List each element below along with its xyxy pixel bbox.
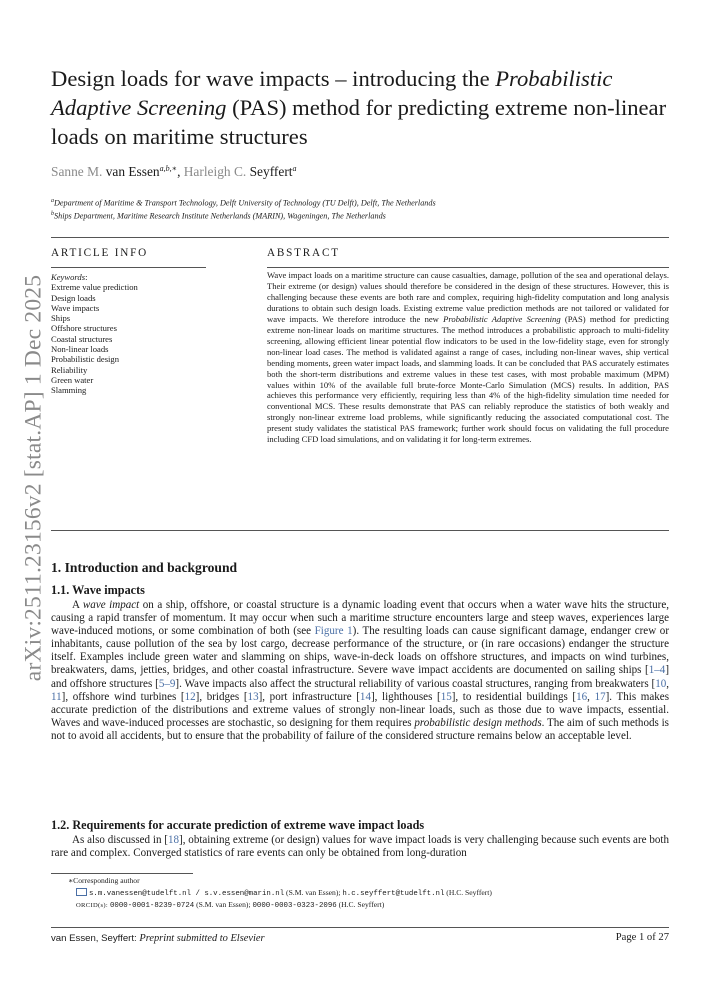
- affiliation-mark: a: [51, 198, 54, 204]
- body-text: ,: [666, 677, 669, 690]
- body-text: on a ship, offshore, or coastal structure is a dynamic loading event that occurs when a water wave hits the structure, causing a rapid transfer of momentum. It may occur when such a maritime structure encounters large and steep waves, experiences large wave-induced motions, or some combination of both (see: [51, 599, 669, 638]
- keyword: Non-linear loads: [51, 344, 109, 355]
- keywords-label-line: Keywords:: [51, 272, 88, 282]
- citation-link[interactable]: 16: [576, 690, 588, 703]
- orcid-owner: (H.C. Seyffert): [336, 900, 385, 909]
- author-affil-mark: a,b,∗: [159, 164, 178, 173]
- author-separator: ,: [177, 164, 184, 179]
- body-text: ], lighthouses [: [370, 690, 441, 703]
- body-text: ] and offshore structures [: [51, 664, 669, 690]
- title-text: Design loads for wave impacts – introducing the: [51, 66, 496, 91]
- title-text-end: (PAS) method for predicting extreme non-linear loads on maritime structures: [51, 95, 667, 149]
- orcid-label: ORCID(s):: [76, 902, 110, 909]
- body-paragraph: [51, 599, 669, 743]
- orcid-id: 0000-0003-0323-2096: [252, 902, 337, 910]
- keyword: Reliability: [51, 364, 88, 375]
- footer-citation: [51, 933, 265, 944]
- keyword: Coastal structures: [51, 333, 113, 344]
- author-first-name: Sanne M.: [51, 164, 103, 179]
- abstract-divider: [51, 530, 669, 531]
- abstract-text: [267, 270, 669, 445]
- body-text: As also discussed in [: [72, 834, 168, 846]
- email-owner: (S.M. van Essen);: [284, 888, 343, 897]
- body-text: ], port infrastructure [: [258, 690, 360, 703]
- emphasis-text: probabilistic design methods: [414, 716, 542, 729]
- affiliation: [51, 198, 681, 208]
- affiliation-text: Department of Maritime & Transport Technology, Delft University of Technology (TU Delft), Delft, The Netherlands: [54, 198, 436, 208]
- body-text: ], offshore wind turbines [: [61, 690, 185, 703]
- citation-link[interactable]: 1–4: [648, 664, 666, 677]
- footer-authors: van Essen, Seyffert:: [51, 933, 140, 944]
- keyword: Slamming: [51, 385, 87, 396]
- page-number: Page 1 of 27: [615, 932, 669, 943]
- keyword: Ships: [51, 313, 71, 324]
- section-heading: 1. Introduction and background: [51, 560, 238, 575]
- affiliation-mark: b: [51, 211, 54, 217]
- keyword: Extreme value prediction: [51, 282, 138, 293]
- body-text: ]. Wave impacts also affect the structural reliability of various coastal structures, ranging from breakwaters [: [175, 677, 656, 690]
- author-affil-mark: a: [292, 164, 297, 173]
- email-address[interactable]: s.m.vanessen@tudelft.nl / s.v.essen@marin.nl: [89, 890, 285, 898]
- author-list: [51, 164, 297, 180]
- keyword-list: [51, 282, 138, 395]
- body-text: . The aim of such methods is not to avoid all accidents, but to ensure that the probability of failure of the considered structure remains below an acceptable level.: [51, 716, 669, 742]
- abstract-italic: Probabilistic Adaptive Screening: [443, 313, 561, 324]
- citation-link[interactable]: 18: [167, 834, 180, 846]
- footer-venue: Preprint submitted to Elsevier: [139, 933, 265, 944]
- abstract-part: Wave impact loads on a maritime structure can cause casualties, damage, pollution of the sea and operational delays. Their extreme (or design) values should therefore be considered in the design of these structures. However, this is challenging because these events are both rare and complex, requiring high-fidelity computation and long analysis durations to obtain such design loads. Existing extreme value prediction methods are not tailored or validated for wave impacts. We therefore introduce the new: [267, 270, 669, 324]
- citation-link[interactable]: 17: [594, 690, 606, 703]
- citation-link[interactable]: Figure 1: [314, 625, 353, 638]
- arxiv-sidebar: [16, 258, 52, 698]
- keyword: Wave impacts: [51, 302, 100, 313]
- orcid-id: 0000-0001-8239-0724: [109, 902, 195, 910]
- body-paragraph: [51, 834, 669, 860]
- author: [51, 164, 184, 179]
- abstract-heading: ABSTRACT: [267, 247, 340, 259]
- abstract-rule: [267, 267, 669, 268]
- author-last-name: Seyffert: [249, 164, 293, 179]
- body-text: ], obtaining extreme (or design) values for wave impact loads is very challenging because such events are both rare and complex. Converged statistics of rare events can only be obtained from long-duration: [51, 834, 670, 860]
- keywords-block: [51, 272, 138, 396]
- citation-link[interactable]: 11: [51, 690, 62, 703]
- citation-link[interactable]: 15: [440, 690, 452, 703]
- envelope-icon: [76, 888, 87, 896]
- header-divider: [51, 237, 669, 238]
- keyword: Green water: [51, 374, 94, 385]
- article-info-rule: [51, 267, 206, 268]
- email-owner: (H.C. Seyffert): [444, 888, 492, 897]
- affiliation: [51, 211, 681, 221]
- body-text: ]. This makes accurate prediction of the distributions and extreme values of strongly non-linear loads, such as those due to wave impacts, essential. Waves and wave-induced processes are stochastic, so designing for them requires: [51, 690, 669, 729]
- citation-link[interactable]: 14: [359, 690, 371, 703]
- footnote-emails: [76, 888, 492, 900]
- body-text: ], bridges [: [195, 690, 248, 703]
- body-text: ], to residential buildings [: [451, 690, 577, 703]
- abstract-part: (PAS) method for predicting extreme non-linear loads on maritime structures. The method introduces a probabilistic approach to multi-fidelity screening, allowing efficient linear potential flow indicators to be used in the low-fidelity stage, even for strongly non-linear load cases. The method is validated against a range of cases, including non-linear waves, ship vertical bending moments, green water impact loads, and slamming loads. It can be concluded that PAS accurately estimates both the short-term distributions and extreme values in these test cases, with most probable maximum (MPM) values within 10% of the available full brute-force Monte-Carlo Simulation (MCS) results. In addition, PAS achieves this performance very efficiently, requiring less than 4% of the high-fidelity simulation time needed for conventional MCS. These results demonstrate that PAS can reliably reproduce the statistics of both weakly and strongly non-linear extreme load problems, while significantly reducing the associated computational cost. The present study validates the statistical PAS framework; further work should focus on validating the full procedure including CFD load simulations, and on validating it for long-term extremes.: [267, 313, 669, 445]
- citation-link[interactable]: 5–9: [158, 677, 176, 690]
- citation-link[interactable]: 12: [184, 690, 196, 703]
- footnote-corresponding: ∗Corresponding author: [68, 876, 140, 885]
- keywords-label: Keywords: [51, 272, 86, 282]
- keyword: Probabilistic design: [51, 354, 120, 365]
- article-info-heading: ARTICLE INFO: [51, 247, 149, 259]
- email-address[interactable]: h.c.seyffert@tudelft.nl: [342, 890, 445, 898]
- author-last-name: van Essen: [105, 164, 160, 179]
- affiliation-text: Ships Department, Maritime Research Institute Netherlands (MARIN), Wageningen, The Netherlands: [54, 211, 386, 221]
- citation-link[interactable]: 13: [247, 690, 259, 703]
- page-title: [51, 64, 681, 151]
- keyword: Offshore structures: [51, 323, 117, 334]
- author: [184, 164, 297, 179]
- citation-link[interactable]: 10: [655, 677, 667, 690]
- author-first-name: Harleigh C.: [183, 164, 247, 179]
- subsection-heading: 1.2. Requirements for accurate prediction of extreme wave impact loads: [51, 818, 425, 832]
- subsection-heading: 1.1. Wave impacts: [51, 583, 145, 597]
- emphasis-text: wave impact: [82, 599, 140, 611]
- keyword: Design loads: [51, 292, 96, 303]
- title-italic: Probabilistic Adaptive Screening: [51, 66, 613, 120]
- footnote-rule: [51, 873, 193, 874]
- body-text: A: [72, 599, 83, 611]
- orcid-owner: (S.M. van Essen);: [194, 900, 253, 909]
- footnote-orcid: [76, 900, 384, 912]
- footer-rule: [51, 927, 669, 928]
- body-text: ,: [587, 690, 595, 703]
- arxiv-id: arXiv:2511.23156v2 [stat.AP] 1 Dec 2025: [20, 274, 47, 682]
- body-text: ). The resulting loads can cause significant damage, endanger crew or inhabitants, cause pollution of the sea by lost cargo, decrease performance of the structure, or (in rare occasions) endanger the structure itself. Examples include green water and slamming on ships, wave-in-deck loads on offshore structures, and impacts on wind turbines, breakwaters, dams, jetties, bridges, and other coastal infrastructure. Severe wave impact accidents are documented on sailing ships [: [51, 625, 670, 677]
